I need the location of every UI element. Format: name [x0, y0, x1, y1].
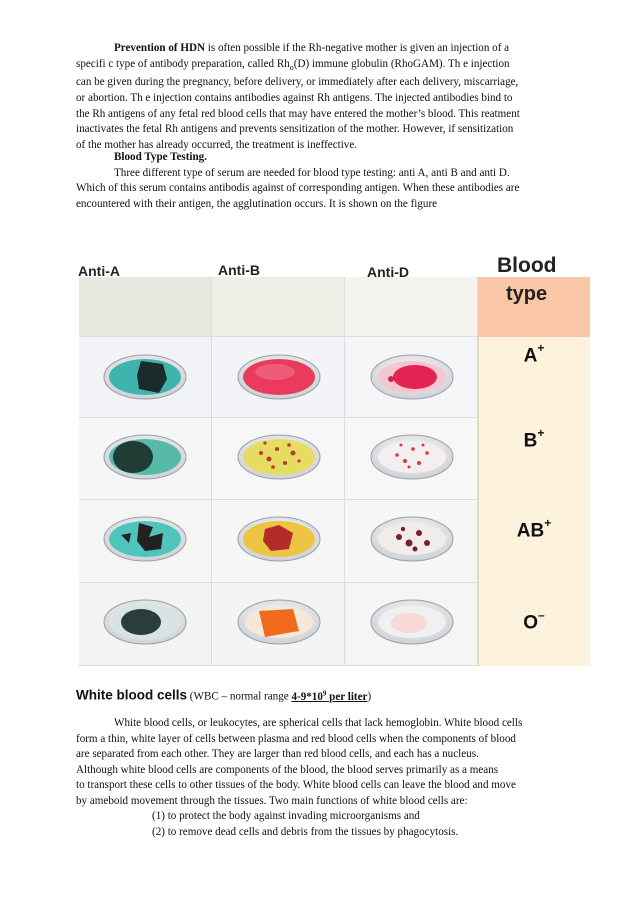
slide-b-anti-a	[104, 435, 186, 479]
slide-a-anti-a	[104, 355, 186, 399]
slide-b-anti-b	[238, 435, 320, 479]
slide-ab-anti-a	[104, 517, 186, 561]
type-label-ab: AB+	[516, 516, 552, 542]
wbc-range: $4-9*10^9$ per liter	[291, 689, 368, 703]
slide-ab-anti-d	[371, 517, 453, 561]
type-label-b: B+	[523, 426, 545, 452]
blood-type-testing-heading: Blood Type Testing.	[114, 151, 207, 163]
hdn-paragraph: Prevention of HDN is often possible if the Rh-negative mother is given an injection of a specifi c type of antibody preparation, called $Rh_o(D)$ immune globulin (RhoGAM). Th e injection can be given during the pregnancy, before delivery, or immediately after each delivery, miscarriage, or abortion. Th e injection contains antibodies against Rh antigens. The injected antibodies bind to the Rh antigens of any fetal red blood cells that may have entered the mother’s blood. This reatment inactivates the fetal Rh antigens and prevents sensitization of the mother. However, if sensitization of the mother has already occurred, the treatment is ineffective.	[76, 42, 520, 151]
grid-cell	[345, 277, 478, 337]
header-anti-d: Anti-D	[367, 264, 409, 280]
hdn-lead: Prevention of HDN	[114, 42, 205, 54]
slide-a-anti-b	[238, 355, 320, 399]
list-item: (1) to protect the body against invading microorganisms and	[152, 810, 420, 822]
slide-b-anti-d	[371, 435, 453, 479]
type-label-a: A+	[523, 341, 545, 367]
agglutination-slides	[79, 337, 479, 666]
wbc-heading: White blood cells	[76, 687, 188, 703]
type-label-o: O–	[523, 608, 545, 634]
blood-type-header-line2: type	[506, 283, 548, 305]
slide-ab-anti-b	[238, 517, 320, 561]
slide-o-anti-b	[238, 600, 320, 644]
blood-type-testing-paragraph: Blood Type Testing. Three different type of serum are needed for blood type testing: anti A, anti B and anti D. Which of this serum contains antibodis against of corresponding antigen. When these antibodies are encountered with their antigen, the agglutination occurs. It is shown on the figure	[76, 151, 520, 210]
blood-type-header-line1: Blood	[497, 254, 557, 277]
list-item: (2) to remove dead cells and debris from the tissues by phagocytosis.	[152, 825, 459, 838]
slide-a-anti-d	[371, 355, 453, 399]
header-anti-b: Anti-B	[218, 262, 260, 278]
grid-cell	[212, 277, 345, 337]
wbc-functions-list	[152, 809, 458, 840]
grid-cell	[79, 277, 212, 337]
wbc-heading-line: White blood cells (WBC – normal range $4-9*10^9$ per liter)	[76, 687, 372, 703]
wbc-paragraph: White blood cells, or leukocytes, are spherical cells that lack hemoglobin. White blood cells form a thin, white layer of cells between plasma and red blood cells when the components of blood are separated from each other. They are larger than red blood cells, and each has a nucleus. Although white blood cells are components of the blood, the blood serves primarily as a means to transport these cells to other tissues of the body. White blood cells can leave the blood and move by ameboid movement through the tissues. Two main functions of white blood cells are:	[76, 717, 523, 807]
slide-o-anti-d	[371, 600, 453, 644]
header-anti-a: Anti-A	[78, 263, 120, 279]
slide-o-anti-a	[104, 600, 186, 644]
